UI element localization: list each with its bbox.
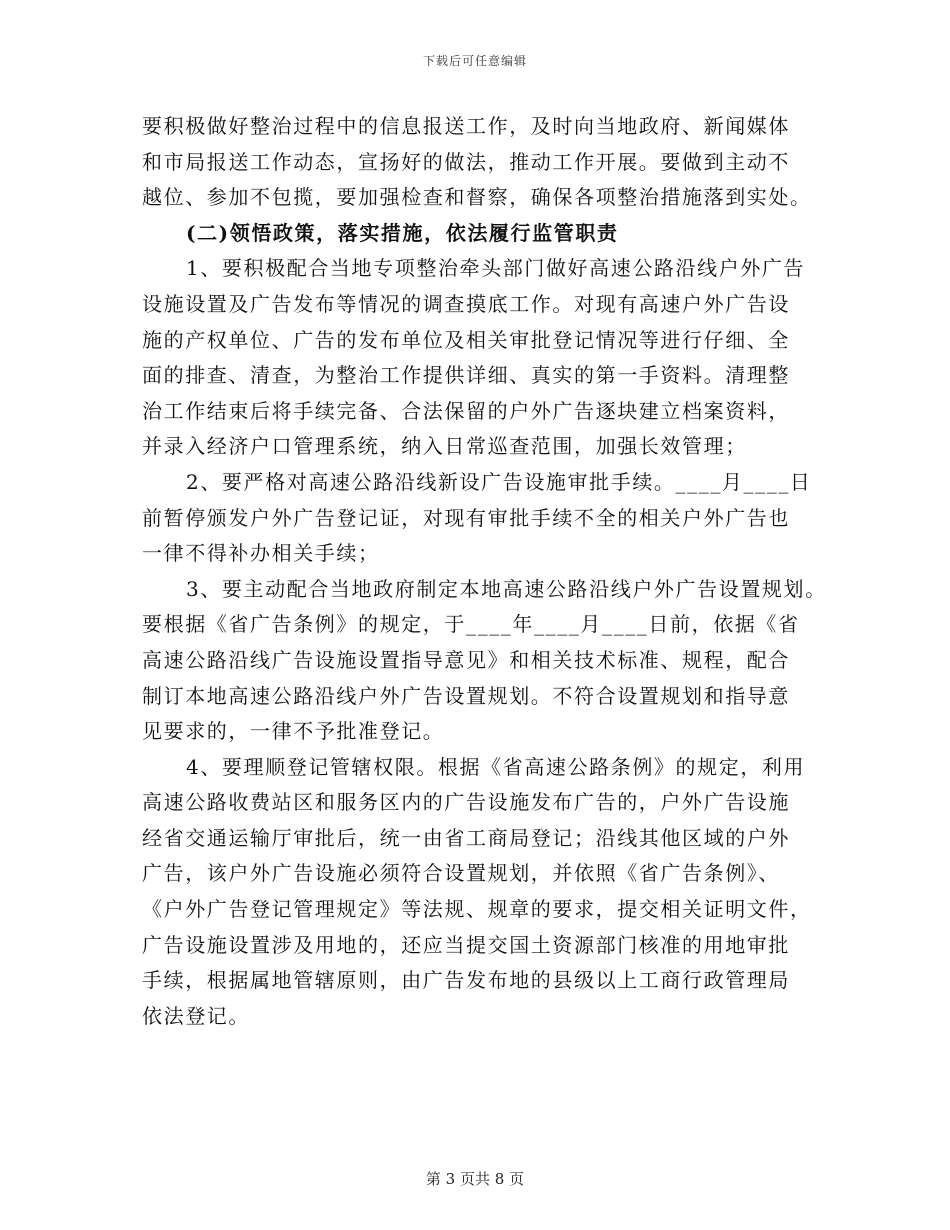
body-line: 依法登记。: [142, 1003, 250, 1028]
body-line: 制订本地高速公路沿线户外广告设置规划。不符合设置规划和指导意: [142, 683, 790, 708]
paragraph-start: 2、要严格对高速公路沿线新设广告设施审批手续。____月____日: [186, 469, 812, 494]
page-header: 下载后可任意编辑: [422, 54, 527, 68]
body-line: 高速公路收费站区和服务区内的广告设施发布广告的，户外广告设施: [142, 790, 790, 815]
body-line: 广告设施设置涉及用地的，还应当提交国土资源部门核准的用地审批: [142, 932, 790, 957]
body-line: 广告，该户外广告设施必须符合设置规划，并依照《省广告条例》、: [142, 861, 780, 886]
paragraph-start: 1、要积极配合当地专项整治牵头部门做好高速公路沿线户外广告: [186, 256, 806, 281]
body-line: 手续，根据属地管辖原则，由广告发布地的县级以上工商行政管理局: [142, 968, 790, 993]
body-line: 一律不得补办相关手续；: [142, 541, 380, 566]
body-line: 经省交通运输厅审批后，统一由省工商局登记；沿线其他区域的户外: [142, 825, 790, 850]
document-body: [142, 109, 827, 1034]
paragraph-start: 3、要主动配合当地政府制定本地高速公路沿线户外广告设置规划。: [186, 576, 827, 601]
section-heading: (二)领悟政策，落实措施，依法履行监管职责: [186, 220, 619, 245]
body-line: 面的排查、清查，为整治工作提供详细、真实的第一手资料。清理整: [142, 363, 790, 388]
body-line: 并录入经济户口管理系统，纳入日常巡查范围，加强长效管理；: [142, 434, 747, 459]
body-line: 治工作结束后将手续完备、合法保留的户外广告逐块建立档案资料，: [142, 398, 790, 423]
body-line: 设施设置及广告发布等情况的调查摸底工作。对现有高速户外广告设: [142, 291, 790, 316]
body-line: 《户外广告登记管理规定》等法规、规章的要求，提交相关证明文件，: [142, 897, 812, 922]
body-line: 要根据《省广告条例》的规定，于____年____月____日前，依据《省: [142, 612, 800, 637]
body-line: 见要求的，一律不予批准登记。: [142, 719, 445, 744]
body-line: 和市局报送工作动态，宣扬好的做法，推动工作开展。要做到主动不: [142, 149, 790, 174]
body-line: 施的产权单位、广告的发布单位及相关审批登记情况等进行仔细、全: [142, 327, 790, 352]
page-footer: 第 3 页共 8 页: [425, 1170, 525, 1188]
body-line: 前暂停颁发户外广告登记证，对现有审批手续不全的相关户外广告也: [142, 505, 790, 530]
body-line: 要积极做好整治过程中的信息报送工作，及时向当地政府、新闻媒体: [142, 114, 790, 138]
body-line: 越位、参加不包揽，要加强检查和督察，确保各项整治措施落到实处。: [142, 185, 812, 210]
body-line: 高速公路沿线广告设施设置指导意见》和相关技术标准、规程，配合: [142, 647, 790, 672]
paragraph-start: 4、要理顺登记管辖权限。根据《省高速公路条例》的规定，利用: [186, 754, 806, 779]
